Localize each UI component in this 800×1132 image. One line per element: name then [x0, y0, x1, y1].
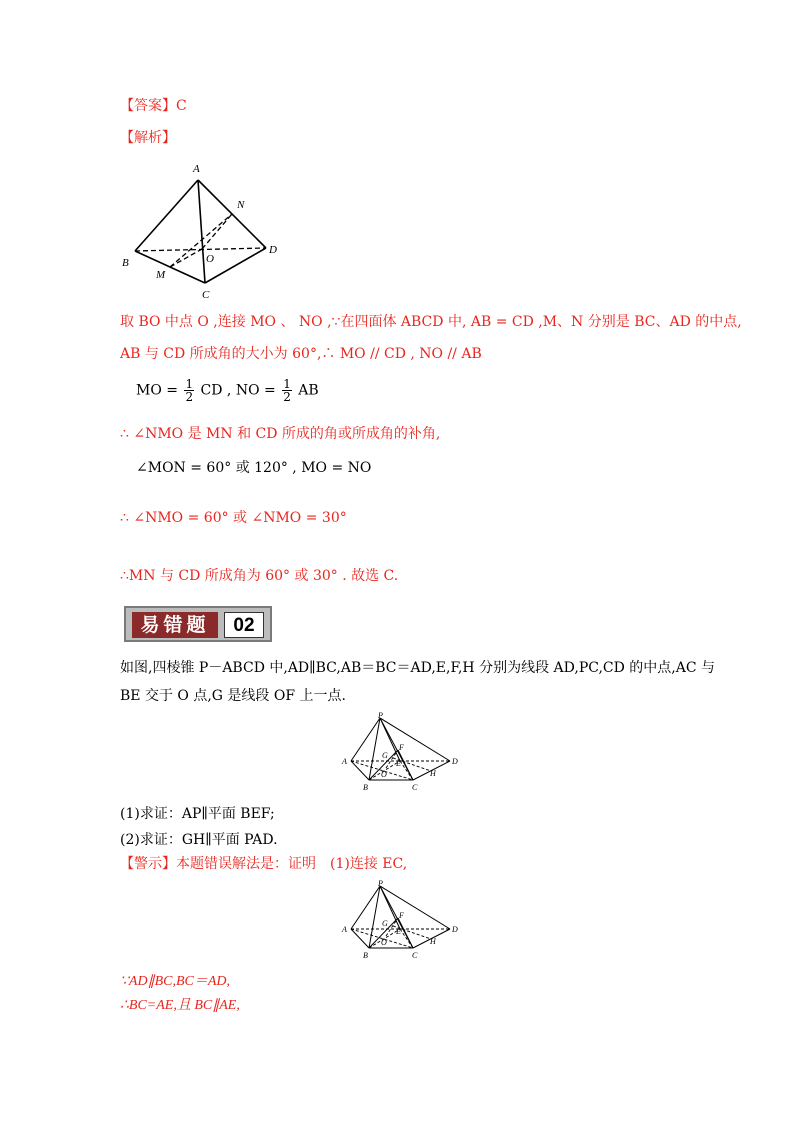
warning-text: 本题错误解法是：证明 (1)连接 EC,	[176, 856, 408, 872]
svg-text:D: D	[452, 757, 458, 766]
solution-line-3	[136, 378, 319, 403]
solution-line-1: 取 BO 中点 O ,连接 MO 、 NO ,∵在四面体 ABCD 中, AB = CD ,M、N 分别是 BC、AD 的中点,	[120, 314, 742, 330]
question-2: (2)求证：GH∥平面 PAD.	[120, 832, 278, 848]
warning-line	[120, 854, 407, 874]
label-D: D	[269, 244, 277, 256]
svg-text:O: O	[381, 938, 387, 947]
pyramid-figure-2	[338, 878, 466, 962]
label-B: B	[122, 257, 129, 269]
svg-text:P: P	[378, 879, 383, 888]
edge-AC	[198, 180, 205, 283]
warning-label: 【警示】	[120, 856, 176, 872]
problem-line-1: 如图,四棱锥 P－ABCD 中,AD∥BC,AB＝BC＝AD,E,F,H 分别为线段 AD,PC,CD 的中点,AC 与	[120, 660, 716, 676]
svg-text:D: D	[452, 925, 458, 934]
question-1: (1)求证：AP∥平面 BEF;	[120, 806, 275, 822]
proof-line-2: ∴BC=AE,且 BC∥AE,	[120, 998, 240, 1013]
line3-part-a: MO =	[136, 382, 178, 399]
problem-line-2: BE 交于 O 点,G 是线段 OF 上一点.	[120, 688, 346, 704]
line3-part-c: AB	[298, 382, 319, 399]
label-O: O	[206, 253, 214, 265]
svg-text:C: C	[412, 951, 418, 960]
svg-text:A: A	[342, 757, 347, 766]
solution-line-2: AB 与 CD 所成角的大小为 60°,∴ MO // CD , NO // AB	[120, 346, 482, 362]
svg-text:E: E	[396, 759, 401, 768]
answer-value: C	[176, 98, 187, 114]
analysis-label: 【解析】	[120, 130, 176, 146]
svg-text:F: F	[399, 743, 404, 752]
answer-line	[120, 96, 187, 116]
svg-text:E: E	[396, 927, 401, 936]
svg-text:C: C	[412, 783, 418, 792]
proof-line-1: ∵AD∥BC,BC＝AD,	[120, 974, 231, 989]
segment-NO	[202, 214, 232, 249]
label-C: C	[202, 289, 210, 300]
edge-AB	[135, 180, 198, 251]
svg-text:B: B	[363, 951, 368, 960]
label-M: M	[156, 269, 166, 281]
svg-text:O: O	[381, 770, 387, 779]
solution-line-6: ∴ ∠NMO = 60° 或 ∠NMO = 30°	[120, 510, 347, 526]
edge-CD	[205, 248, 266, 283]
svg-text:G: G	[382, 919, 388, 928]
svg-text:H: H	[430, 937, 436, 946]
pyramid-figure-1	[338, 710, 466, 794]
segment-MO	[170, 249, 202, 267]
svg-text:B: B	[363, 783, 368, 792]
banner-number: 02	[224, 612, 264, 638]
fraction-half-2: $\frac{1}{2}$	[283, 377, 291, 404]
fraction-half-1: $\frac{1}{2}$	[185, 377, 194, 404]
svg-text:G: G	[382, 751, 388, 760]
svg-text:P: P	[378, 711, 383, 720]
svg-text:F: F	[399, 911, 404, 920]
section-banner	[124, 606, 272, 642]
answer-label: 【答案】	[120, 98, 176, 114]
solution-line-5: ∠MON = 60° 或 120° , MO = NO	[136, 460, 372, 476]
label-N: N	[237, 199, 245, 211]
label-A: A	[193, 163, 200, 175]
line3-part-b: CD , NO =	[200, 382, 276, 399]
tetrahedron-figure	[118, 158, 288, 300]
solution-line-4: ∴ ∠NMO 是 MN 和 CD 所成的角或所成角的补角,	[120, 426, 441, 442]
banner-title: 易错题	[132, 612, 218, 638]
solution-line-7: ∴MN 与 CD 所成角为 60° 或 30° . 故选 C.	[120, 568, 399, 584]
svg-text:A: A	[342, 925, 347, 934]
svg-text:H: H	[430, 769, 436, 778]
